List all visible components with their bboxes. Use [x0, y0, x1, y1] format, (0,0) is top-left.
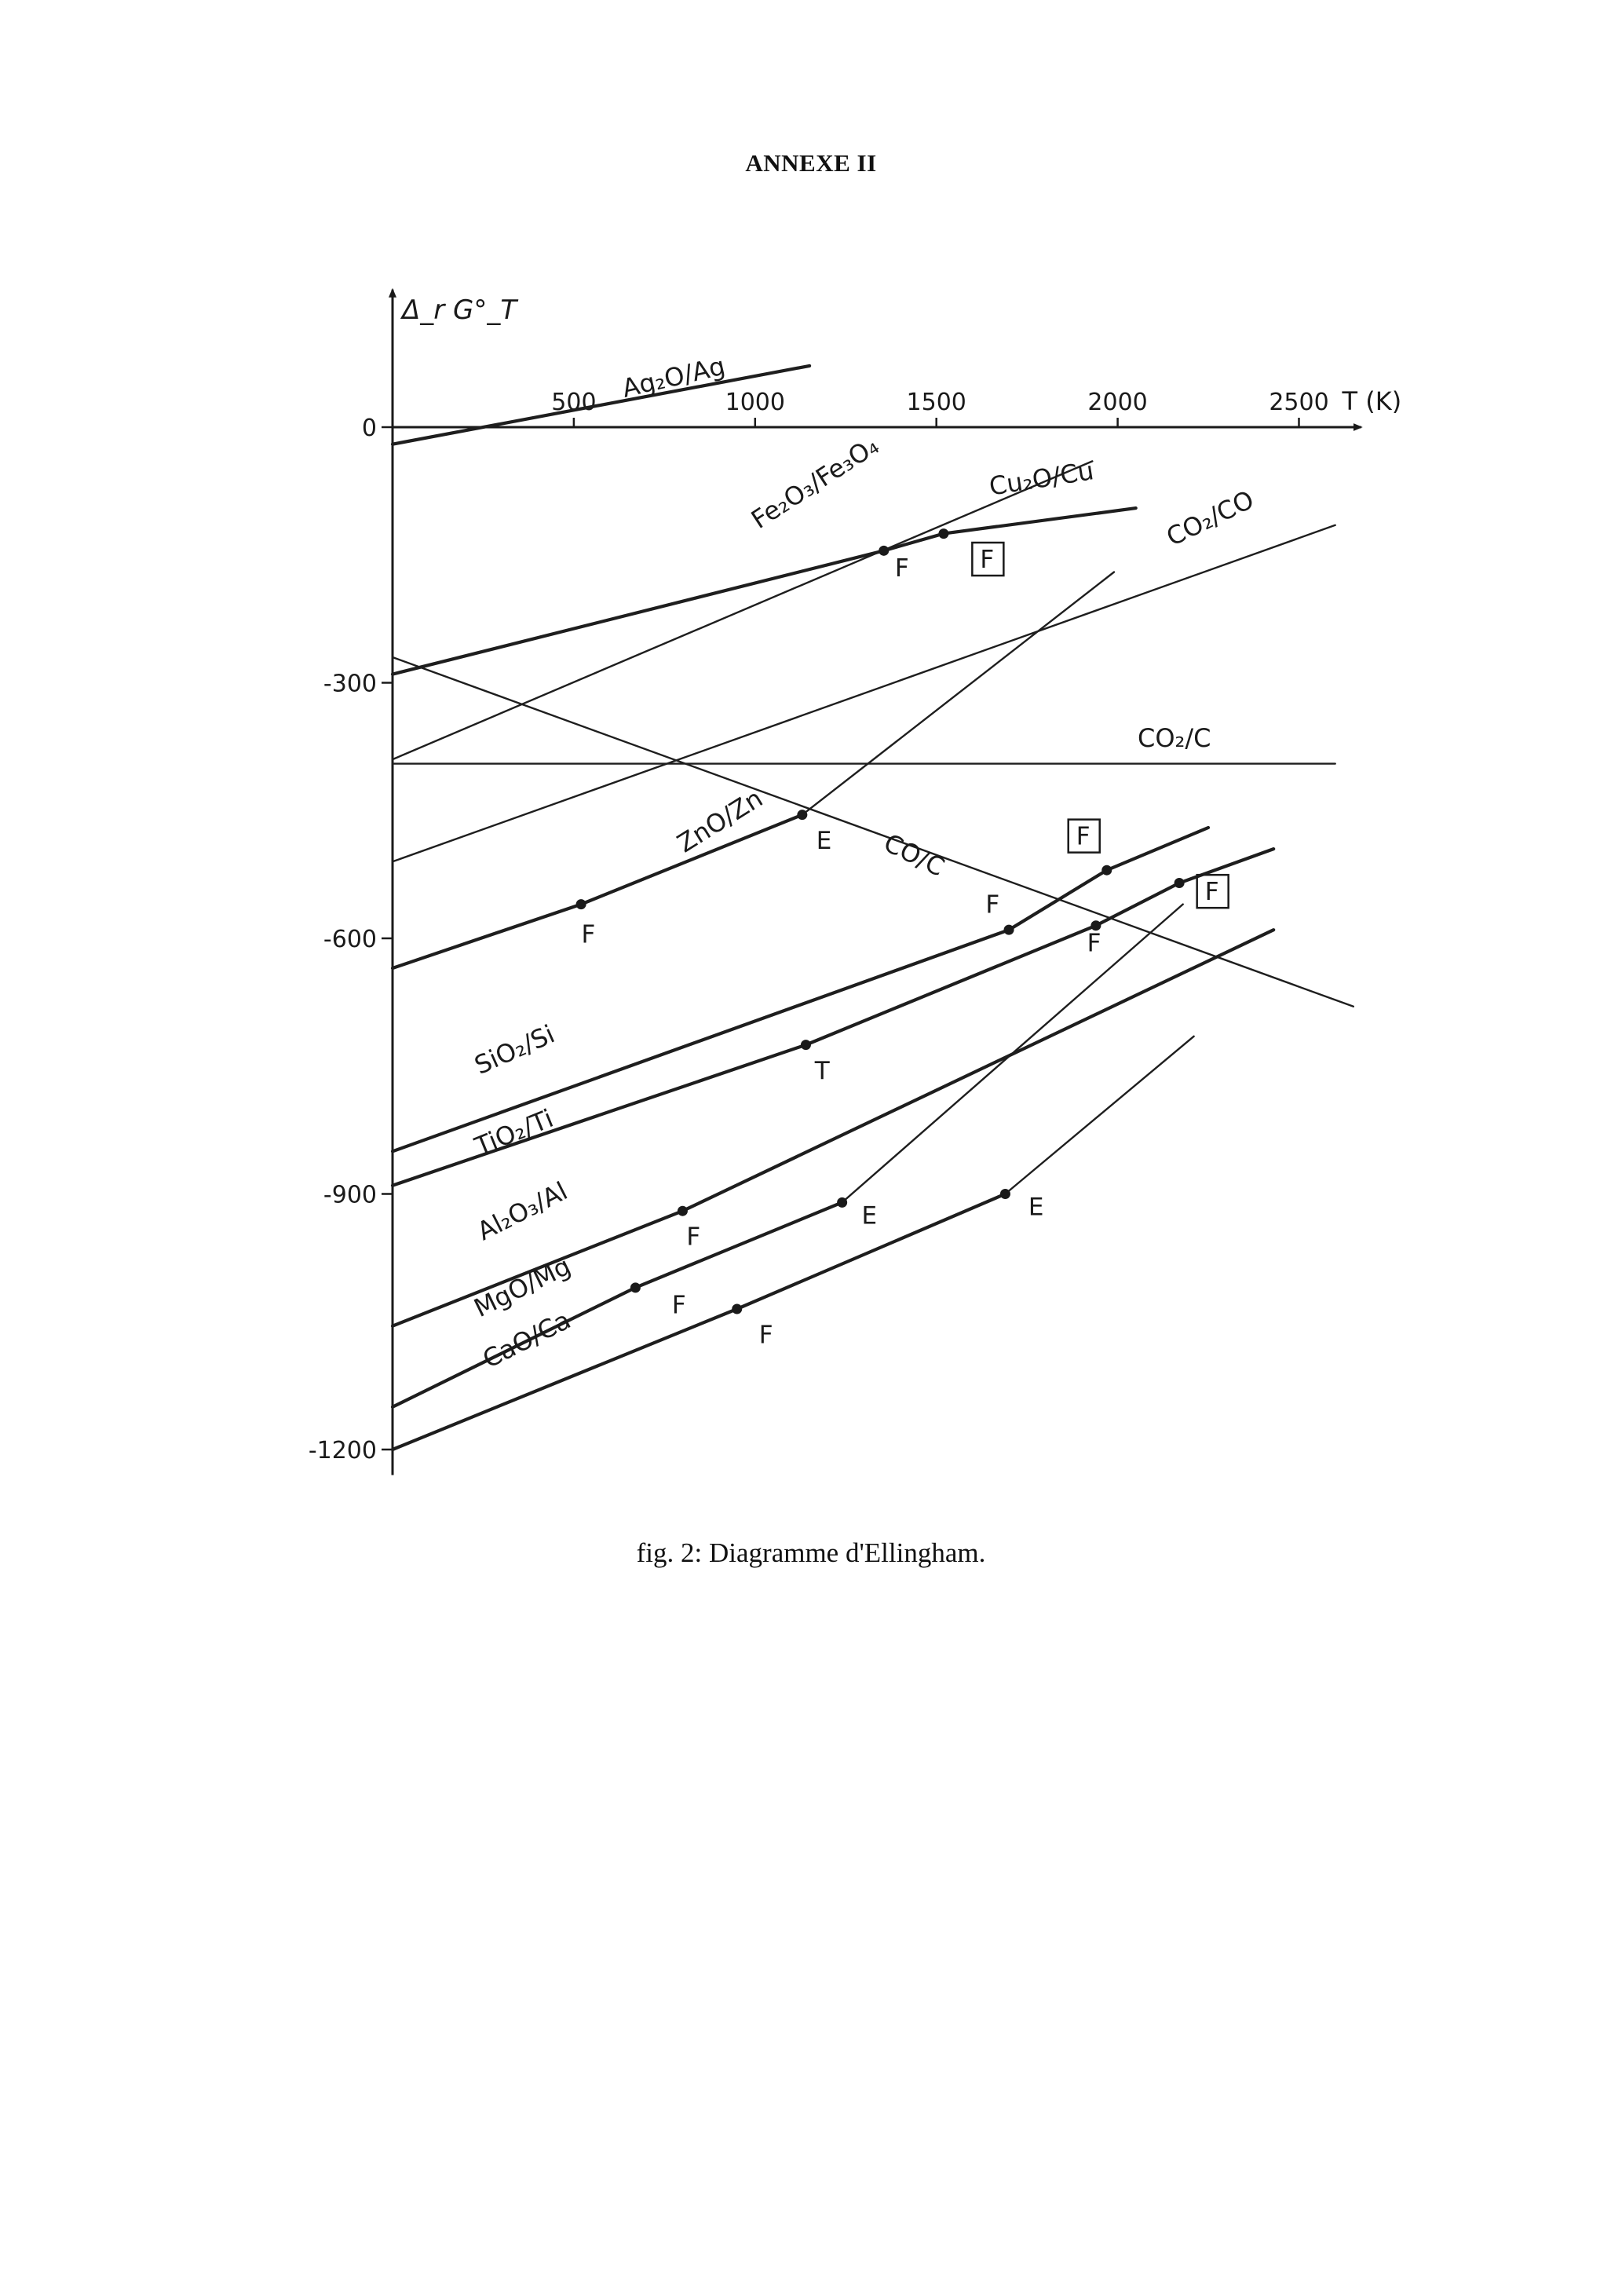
- series-line-zno-zn: [802, 572, 1114, 815]
- transition-point: [837, 1197, 847, 1208]
- transition-annotation: F: [894, 554, 909, 583]
- x-tick-label: 1500: [906, 389, 966, 416]
- transition-annotation: F: [1087, 929, 1101, 958]
- y-tick-label: -300: [323, 670, 377, 698]
- series-label: Al₂O₃/Al: [472, 1175, 572, 1247]
- transition-point: [1000, 1189, 1010, 1199]
- transition-point: [630, 1282, 641, 1292]
- series-label: TiO₂/Ti: [470, 1103, 557, 1162]
- series-line-mgo-mg: [842, 905, 1183, 1203]
- series-label: Cu₂O/Cu: [987, 455, 1096, 502]
- y-axis-label: Δ_r G°_T: [402, 294, 517, 326]
- series-label: CO₂/C: [1137, 722, 1211, 753]
- series-label: SiO₂/Si: [469, 1018, 560, 1080]
- transition-annotation: F: [1076, 822, 1090, 851]
- transition-annotation: E: [1028, 1193, 1044, 1222]
- transition-annotation: F: [671, 1291, 686, 1320]
- y-tick-label: -600: [323, 926, 377, 953]
- y-tick-label: -1200: [308, 1437, 377, 1464]
- y-tick-label: -900: [323, 1181, 377, 1209]
- transition-annotation: F: [581, 920, 596, 949]
- page-heading: ANNEXE II: [745, 149, 877, 177]
- figure-caption: fig. 2: Diagramme d'Ellingham.: [636, 1537, 986, 1568]
- series-line-cao-ca: [1005, 1036, 1193, 1194]
- transition-point: [732, 1303, 742, 1314]
- series-label: MgO/Mg: [469, 1251, 575, 1324]
- x-tick-label: 2000: [1087, 389, 1148, 416]
- transition-point: [576, 899, 586, 909]
- transition-point: [1004, 925, 1014, 935]
- transition-annotation: E: [816, 827, 832, 856]
- series-label: CO₂/CO: [1161, 484, 1259, 553]
- series-line-co-c: [393, 657, 1353, 1007]
- transition-annotation: F: [985, 890, 1000, 919]
- y-tick-label: 0: [361, 415, 377, 442]
- transition-annotation: T: [814, 1057, 830, 1086]
- transition-point: [801, 1040, 811, 1050]
- transition-point: [1101, 865, 1112, 876]
- series-line-co2-co: [393, 525, 1335, 862]
- x-tick-label: 2500: [1269, 389, 1329, 416]
- series-label: CO/C: [879, 828, 950, 883]
- series-label: Fe₂O₃/Fe₃O₄: [746, 430, 885, 535]
- transition-point: [879, 546, 889, 556]
- transition-point: [678, 1206, 688, 1216]
- transition-point: [1174, 878, 1185, 888]
- x-tick-label: 1000: [725, 389, 785, 416]
- series-label: Ag₂O/Ag: [619, 350, 729, 404]
- transition-annotation: F: [980, 546, 995, 575]
- transition-annotations: [581, 543, 1228, 1349]
- series-line-fe2o3-fe3o4: [393, 461, 1092, 759]
- series-line-zno-zn: [393, 815, 802, 968]
- series-label: ZnO/Zn: [671, 783, 769, 859]
- series-label: CaO/Ca: [477, 1304, 575, 1375]
- transition-point: [938, 528, 948, 539]
- transition-annotation: F: [686, 1223, 701, 1252]
- transition-annotation: F: [1204, 878, 1219, 907]
- series-line-mgo-mg: [393, 1202, 842, 1407]
- transition-point: [797, 810, 807, 820]
- transition-annotation: E: [861, 1201, 878, 1230]
- x-axis-label: T (K): [1342, 386, 1402, 416]
- x-tick-label: 500: [551, 389, 597, 416]
- transition-markers: [576, 528, 1185, 1314]
- transition-annotation: F: [758, 1321, 773, 1350]
